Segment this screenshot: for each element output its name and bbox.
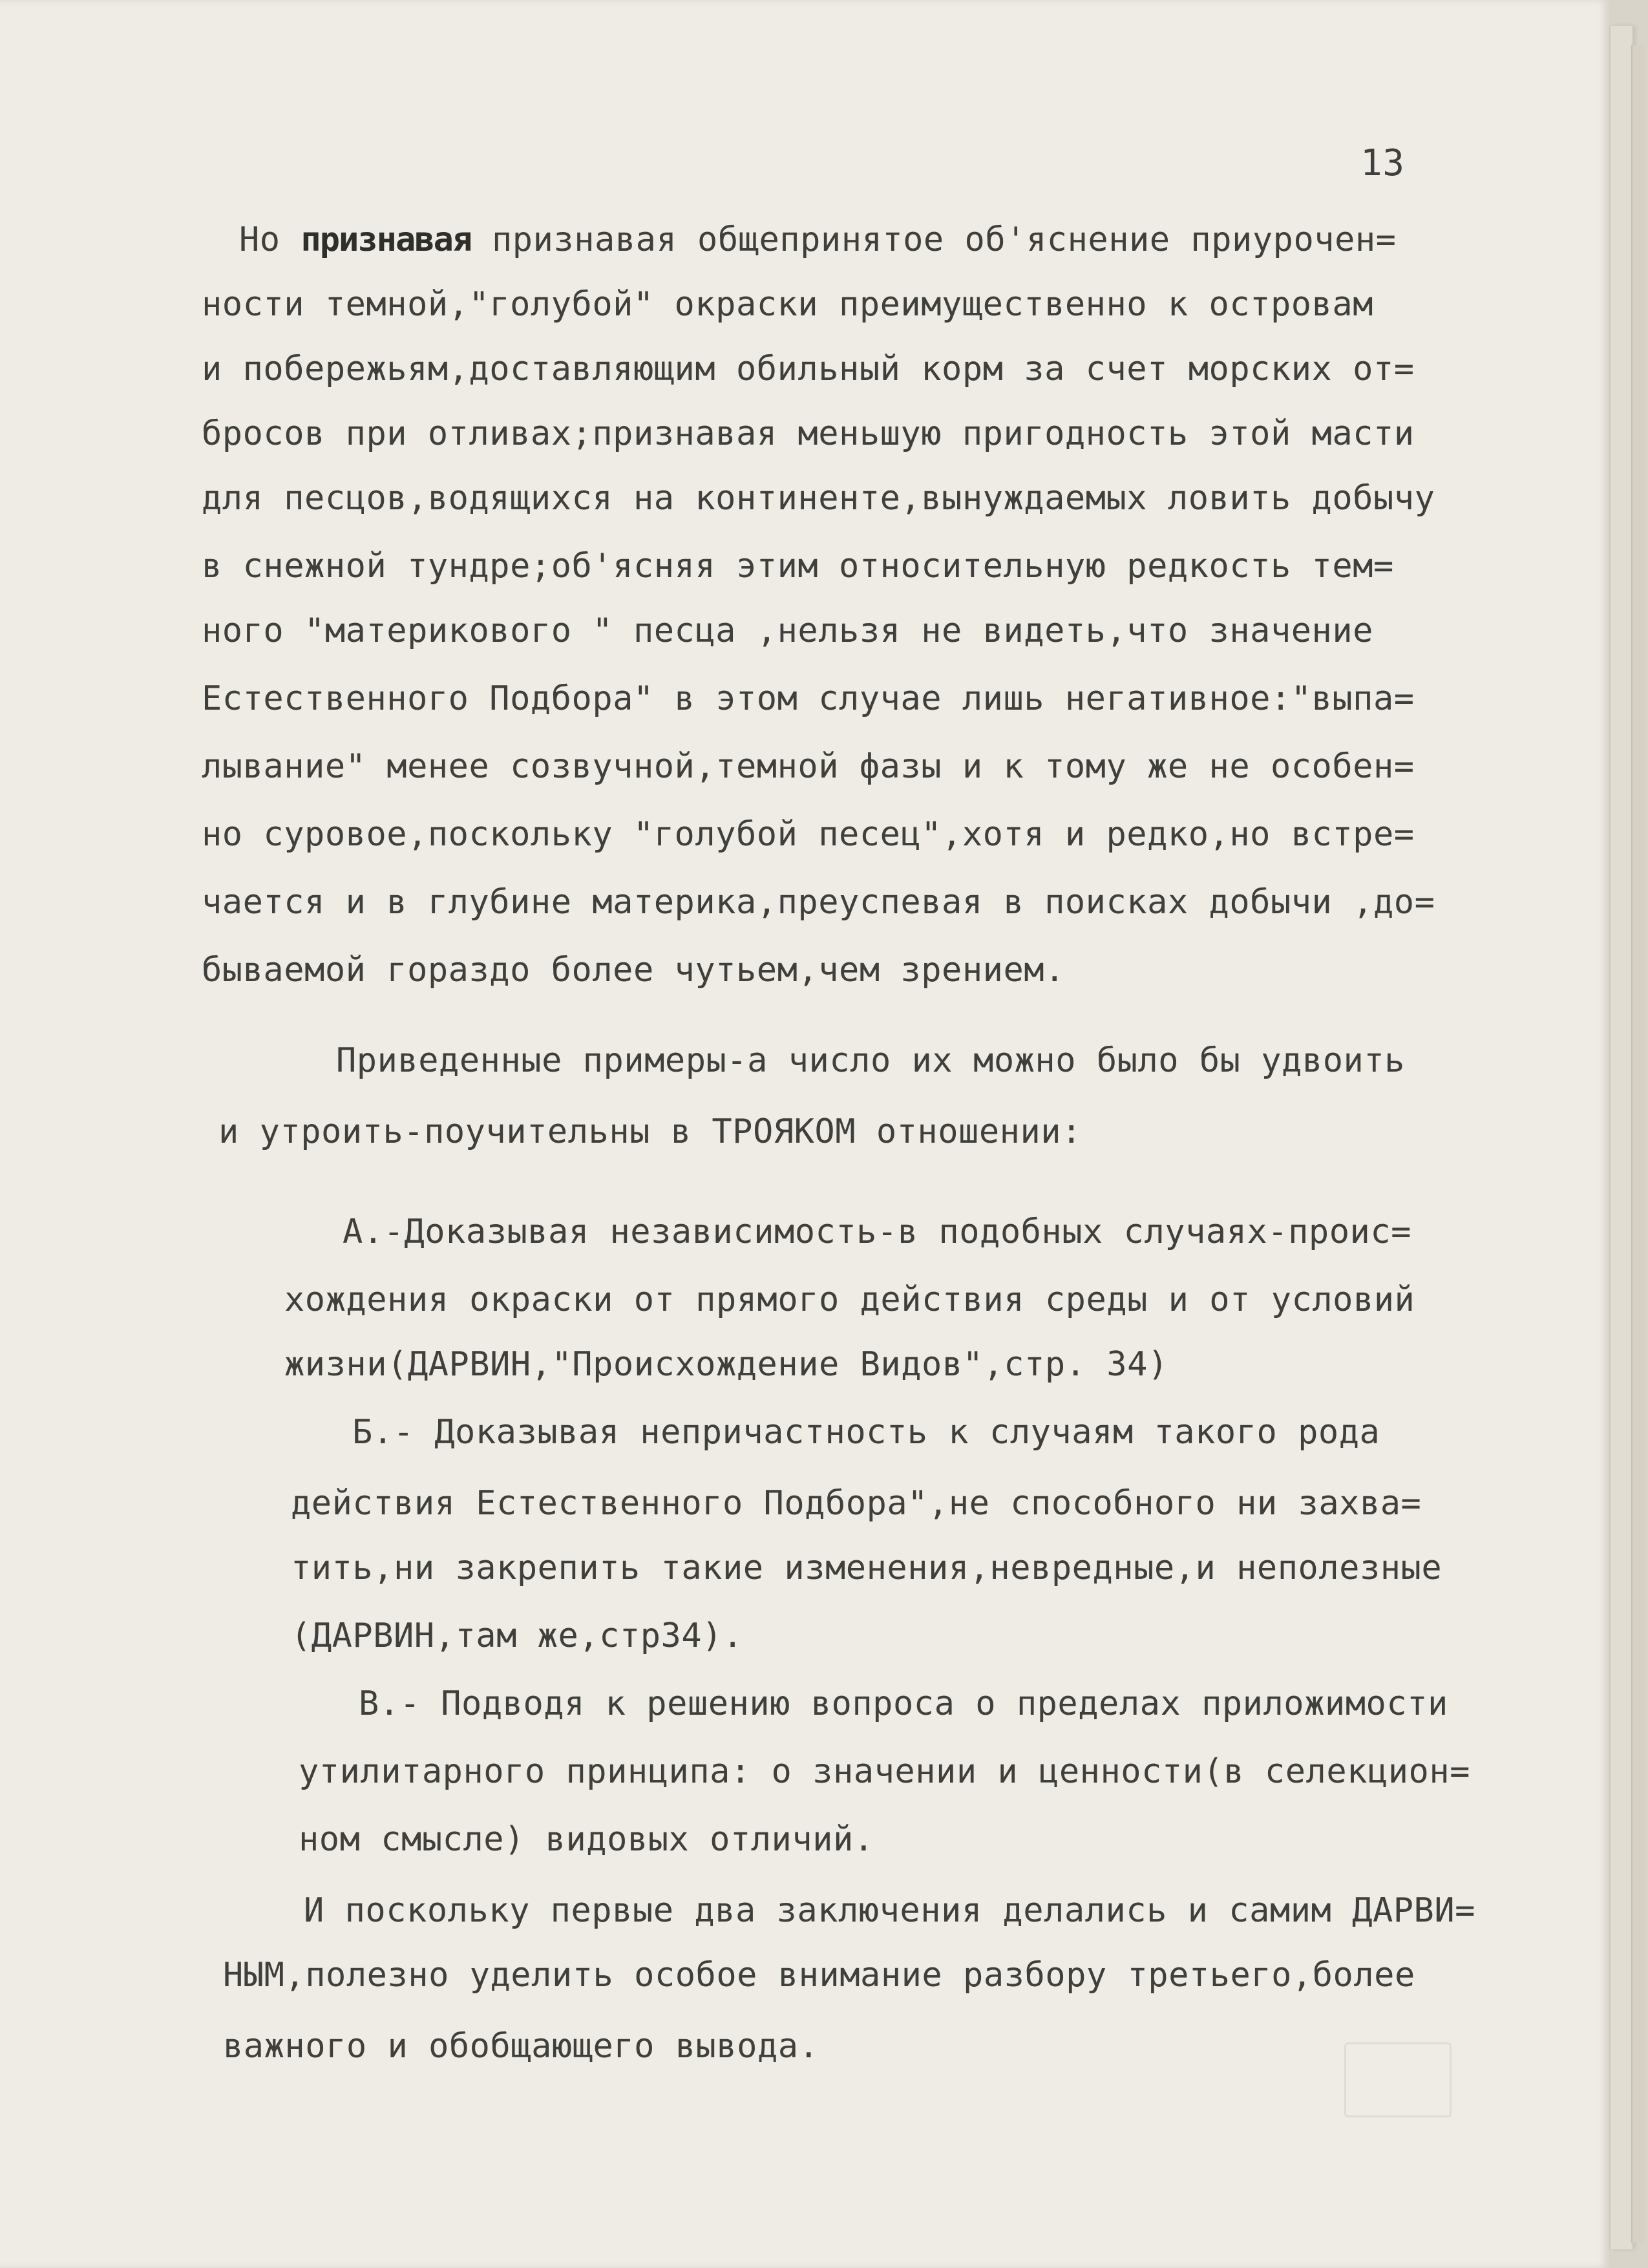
faint-stamp-mark [1344, 2042, 1452, 2117]
text-line: хождения окраски от прямого действия среды и от условий [284, 1280, 1415, 1319]
text-line: ном смысле) видовых отличий. [299, 1820, 874, 1859]
text-line: НЫМ,полезно уделить особое внимание разбору третьего,более [223, 1956, 1415, 1995]
text-line: чается и в глубине материка,преуспевая в поисках добычи ,до= [202, 883, 1435, 922]
page-number: 13 [1360, 142, 1405, 184]
text-line: и побережьям,доставляющим обильный корм за счет морских от= [202, 350, 1415, 388]
underlying-page-edge [1609, 26, 1632, 2249]
text-line: в снежной тундре;об'ясняя этим относительную редкость тем= [202, 547, 1394, 586]
text-line: ности темной,"голубой" окраски преимущественно к островам [202, 285, 1373, 324]
text-line: В.- Подводя к решению вопроса о пределах приложимости [359, 1684, 1448, 1723]
text-line: И поскольку первые два заключения делались и самим ДАРВИ= [304, 1891, 1475, 1930]
text-line: бросов при отливах;признавая меньшую пригодность этой масти [202, 414, 1415, 453]
text-line: Естественного Подбора" в этом случае лишь негативное:"выпа= [202, 679, 1415, 718]
text-line: жизни(ДАРВИН,"Происхождение Видов",стр. 34) [284, 1345, 1168, 1384]
underlying-page-edge [1631, 45, 1645, 2243]
text-segment: Но [239, 220, 301, 259]
text-line: для песцов,водящихся на континенте,вынуждаемых ловить добычу [202, 479, 1435, 518]
text-line: тить,ни закрепить такие изменения,невредные,и неполезные [291, 1549, 1442, 1587]
text-line: и утроить-поучительны в ТРОЯКОМ отношении: [218, 1112, 1082, 1151]
text-line: действия Естественного Подбора",не способного ни захва= [291, 1484, 1422, 1523]
text-line: лывание" менее созвучной,темной фазы и к тому же не особен= [202, 747, 1415, 786]
text-line: (ДАРВИН,там же,стр34). [291, 1616, 743, 1655]
text-segment: признавая общепринятое об'яснение приурочен= [471, 220, 1397, 259]
struck-word: признавая [301, 220, 472, 259]
text-line: важного и обобщающего вывода. [223, 2027, 819, 2066]
text-line: но суровое,поскольку "голубой песец",хотя и редко,но встре= [202, 815, 1415, 854]
text-line: утилитарного принципа: о значении и ценности(в селекцион= [299, 1752, 1470, 1791]
text-line: Приведенные примеры-а число их можно было бы удвоить [336, 1041, 1405, 1080]
text-line: ного "материкового " песца ,нельзя не видеть,что значение [202, 611, 1373, 650]
text-line: А.-Доказывая независимость-в подобных случаях-проис= [343, 1213, 1411, 1251]
text-line [239, 220, 1397, 259]
text-line: бываемой гораздо более чутьем,чем зрением. [202, 951, 1065, 990]
text-line: Б.- Доказывая непричастность к случаям такого рода [352, 1413, 1380, 1452]
